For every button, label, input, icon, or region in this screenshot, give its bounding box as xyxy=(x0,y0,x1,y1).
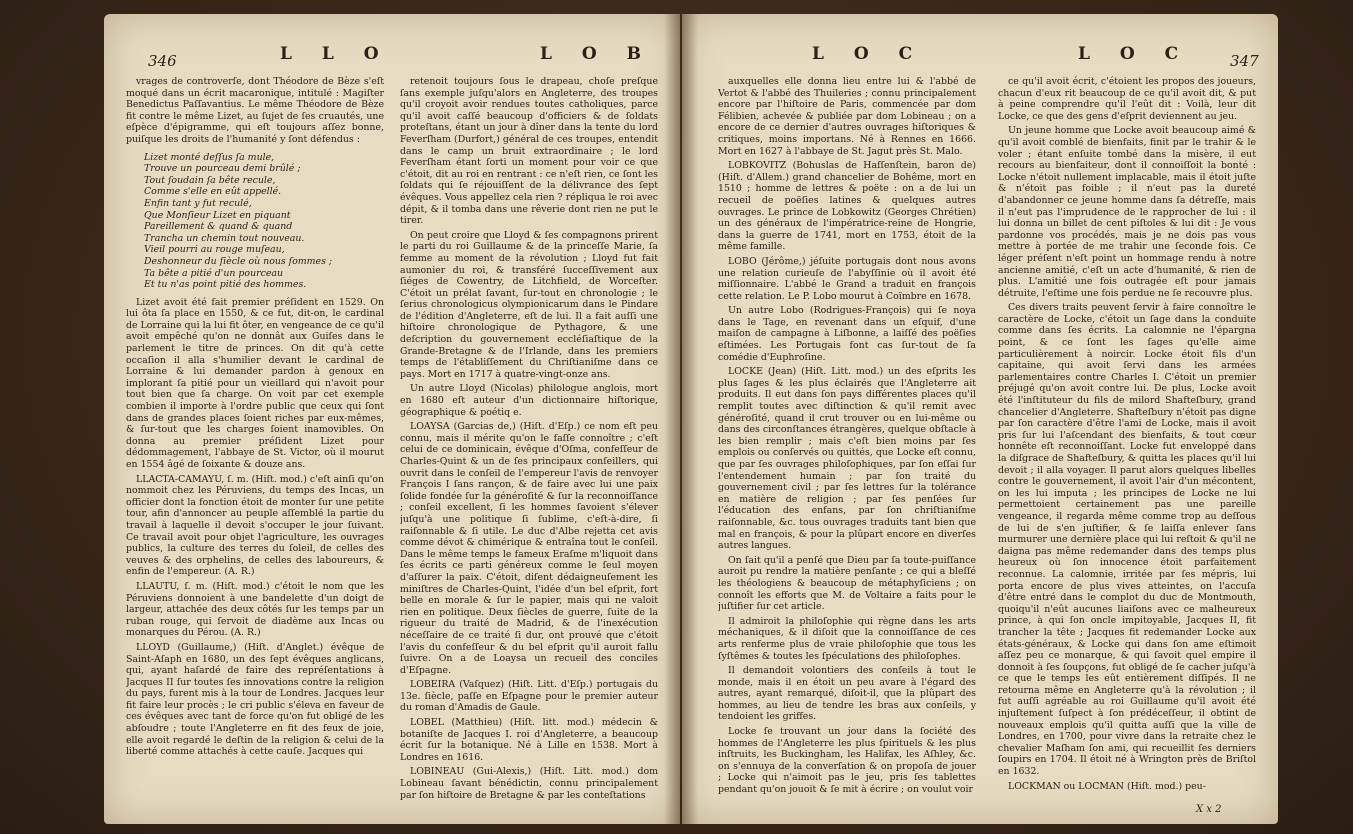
paragraph: Locke ſe trouvant un jour dans la ſociété des hommes de l'Angleterre les plus ſpirituels & les plus inſtruits, les Buckingham, les Halifax, les Aſhley, &c. on s'ennuya de la converſation & on propoſa de jouer ; Locke qui n'aimoit pas le jeu, pris ſes tablettes pendant qu'on jouoit & ſe mit à écrire ; on voulut voir xyxy=(718,726,976,796)
right-running-head-right: L O C xyxy=(1078,44,1191,64)
paragraph: Un autre Lloyd (Nicolas) philologue anglois, mort en 1680 eſt auteur d'un dictionnaire hiſtorique, géographique & poétiq e. xyxy=(400,383,658,418)
left-column-2 xyxy=(400,76,658,816)
paragraph: ce qu'il avoit écrit, c'étoient les propos des joueurs, chacun d'eux rit beaucoup de ce qu'il avoit dit, & put à peine comprendre qu'il l'eût dit : Voilà, leur dit Locke, ce que des gens d'eſprit deviennent au jeu. xyxy=(998,76,1256,122)
paragraph: LOBINEAU (Gui-Alexis,) (Hiſt. Litt. mod.) dom Lobineau ſavant bénédictin, connu principalement par ſon hiſtoire de Bretagne & par les conteſtations xyxy=(400,766,658,801)
right-column-1 xyxy=(718,76,976,816)
paragraph: LOBEIRA (Vaſquez) (Hiſt. Litt. d'Eſp.) portugais du 13e. ſiècle, paſſe en Eſpagne pour le premier auteur du roman d'Amadis de Gaule. xyxy=(400,679,658,714)
paragraph: retenoit toujours ſous le drapeau, choſe preſque ſans exemple juſqu'alors en Angleterre, des troupes qu'il croyoit avoir rendues toutes catholiques, parce qu'il avoit caſſé beaucoup d'officiers & de ſoldats proteſtans, étant un jour à dîner dans la tente du lord Feverſham (Durfort,) général de ces troupes, entendit dans le camp un bruit extraordinaire ; le lord Feverſham étant ſorti un moment pour voir ce que c'étoit, dit au roi en rentrant : ce n'eſt rien, ce ſont les ſoldats qui ſe réjouiſſent de la délivrance des ſept évêques. Vous appellez cela rien ? répliqua le roi avec dépit, & il tomba dans une rêverie dont rien ne put le tirer. xyxy=(400,76,658,227)
right-running-head-left: L O C xyxy=(812,44,925,64)
right-page-number: 347 xyxy=(1230,52,1259,70)
paragraph: vrages de controverſe, dont Théodore de Bèze s'eſt moqué dans un écrit macaronique, intitulé : Magiſter Benedictus Paſſavantius. Le même Théodore de Bèze fit contre le même Lizet, au ſujet de ſes cruautés, une eſpèce d'épigramme, qui eſt toujours aſſez bonne, puiſque les droits de l'humanité y ſont défendus : xyxy=(126,76,384,145)
paragraph: Un autre Lobo (Rodrigues-François) qui ſe noya dans le Tage, en revenant dans un eſquif, d'une maiſon de campagne à Liſbonne, a laiſſé des poëſies eſtimées. Les Portugais font cas ſur-tout de ſa comédie d'Euphroſine. xyxy=(718,305,976,363)
paragraph: LOCKE (Jean) (Hiſt. Litt. mod.) un des eſprits les plus ſages & les plus éclairés que l'Angleterre ait produits. Il eut dans ſon pays différentes places qu'il remplit toutes avec diſtinction & qu'il remit avec généroſité, quand il crut trouver ou en lui-même ou dans des circonſtances étrangères, quelque obſtacle à les bien remplir ; mais c'eſt bien moins par ſes emplois ou conſervés ou quittés, que Locke eſt connu, que par ſes ouvrages philoſophiques, par ſon eſſai ſur l'entendement humain ; par ſon traité du gouvernement civil ; par ſes lettres ſur la tolérance en matière de religion ; par ſes penſées ſur l'éducation des enfans, par ſon chriſtianiſme raiſonnable, &c. tous ouvrages traduits tant bien que mal en françois, & pour la plûpart encore en diverſes autres langues. xyxy=(718,366,976,552)
signature-mark: X x 2 xyxy=(1196,804,1222,815)
paragraph: Il admiroit la philoſophie qui règne dans les arts méchaniques, & il diſoit que la connoiſſance de ces arts renferme plus de vraie philoſophie que tous les ſyſtêmes & toutes les ſpéculations des philoſophes. xyxy=(718,615,976,662)
paragraph: LLACTA-CAMAYU, ſ. m. (Hiſt. mod.) c'eſt ainſi qu'on nommoit chez les Péruviens, du temps des Incas, un officier dont la fonction étoit de monter ſur une petite tour, afin d'annoncer au peuple aſſemblé la partie du travail à laquelle il devoit s'occuper le jour ſuivant. Ce travail avoit pour objet l'agriculture, les ouvrages publics, la culture des terres du ſoleil, de celles des veuves & des orphelins, de celles des laboureurs, & enfin de l'empereur. (A. R.) xyxy=(126,473,384,578)
paragraph: LOBEL (Matthieu) (Hiſt. litt. mod.) médecin & botaniſte de Jacques I. roi d'Angleterre, a beaucoup écrit ſur la botanique. Né à Lille en 1538. Mort à Londres en 1616. xyxy=(400,717,658,763)
paragraph: LLOYD (Guillaume,) (Hiſt. d'Anglet.) évêque de Saint-Aſaph en 1680, un des ſept évêques anglicans, qui, ayant haſardé de faire des repréſentations à Jacques II ſur toutes ſes innovations contre la religion du pays, furent mis à la tour de Londres. Jacques leur fit faire leur procès ; le cri public s'éleva en faveur de ces évêques avec tant de force qu'on fut obligé de les abſoudre ; toute l'Angleterre en fit des feux de joie, elle avoit regardé le deſtin de la religion & celui de la liberté comme attachés à cette cauſe. Jacques qui xyxy=(126,641,384,758)
paragraph: Lizet avoit été fait premier préſident en 1529. On lui ôta ſa place en 1550, & ce fut, dit-on, le cardinal de Lorraine qui la lui fit ôter, en vengeance de ce qu'il avoit empêché qu'on ne donnât aux Guiſes dans le parlement le titre de princes. On dit qu'à cette occaſion il alla s'humilier devant le cardinal de Lorraine & lui demander pardon à genoux en implorant ſa pitié pour un vieillard qui n'avoit pour tout bien que ſa charge. On voit par cet exemple combien il importe à l'ordre public que ceux qui ſont dans de grandes places ſoient riches par eux-mêmes, & ſur-tout que les charges ſoient inamovibles. On donna au premier préſident Lizet pour dédommagement, l'abbaye de St. Victor, où il mourut en 1554 âgé de ſoixante & douze ans. xyxy=(126,296,384,470)
paragraph: Il demandoit volontiers des conſeils à tout le monde, mais il en étoit un peu avare à l'égard des autres, ayant remarqué, diſoit-il, que la plûpart des hommes, au lieu de tendre les bras aux conſeils, y tendoient les griffes. xyxy=(718,665,976,723)
paragraph: LOAYSA (Garcias de,) (Hiſt. d'Eſp.) ce nom eſt peu connu, mais il mérite qu'on le faſſe connoître ; c'eſt celui de ce dominicain, évêque d'Oſma, confeſſeur de Charles-Quint & un de ſes principaux conſeillers, qui ouvrit dans le conſeil de l'empereur l'avis de renvoyer François I ſans rançon, & de faire avec lui une paix ſolide fondée ſur la généroſité & ſur la reconnoiſſance ; conſeil excellent, ſi les hommes ſavoient s'élever juſqu'à une politique ſi ſublime, c'eſt-à-dire, ſi raiſonnable & ſi utile. Le duc d'Albe rejetta cet avis comme dévot & chimérique & entraîna tout le conſeil. Dans le même temps le fameux Eraſme m'liquoit dans ſes écrits ce parti généreux comme le ſeul moyen d'aſſurer la paix. C'étoit, diſent dédaigneuſement les miniſtres de Charles-Quint, l'idée d'un bel eſprit, fort belle en morale & ſur le papier, mais qui ne valoit rien en politique. Deux ſiècles de guerre, ſuite de la rigueur du traité de Madrid, & de l'inexécution néceſſaire de ce traité ſi dur, ont prouvé que c'étoit l'avis du confeſſeur & du bel eſprit qu'il auroit fallu ſuivre. On a de Loaysa un recueil des conciles d'Eſpagne. xyxy=(400,421,658,676)
paragraph: LOBKOVITZ (Bohuslas de Haſſenſtein, baron de) (Hiſt. d'Allem.) grand chancelier de Bohême, mort en 1510 ; homme de lettres & poëte : on a de lui un recueil de poëſies latines & quelques autres ouvrages. Le prince de Lobkowitz (Georges Chrétien) un des généraux de l'impératrice-reine de Hongrie, dans la guerre de 1741, mort en 1753, étoit de la même famille. xyxy=(718,160,976,253)
left-running-head-right: L O B xyxy=(540,44,653,64)
right-page xyxy=(682,14,1278,824)
left-page-number: 346 xyxy=(148,52,177,70)
left-running-head-left: L L O xyxy=(280,44,391,64)
paragraph: On peut croire que Lloyd & ſes compagnons prirent le parti du roi Guillaume & de la princeſſe Marie, ſa femme au moment de la révolution ; Lloyd fut fait aumonier du roi, & transféré ſucceſſivement aux ſiéges de Cowentry, de Litchfield, de Worceſter. C'étoit un prélat ſavant, ſur-tout en chronologie ; le ſerius chronologicus olympionicarum dans le Pindare de l'édition d'Angleterre, eſt de lui. Il a fait auſſi une hiſtoire chronologique de Pythagore, & une deſcription du gouvernement eccléſiaſtique de la Grande-Bretagne & de l'Irlande, dans les premiers temps de l'établiſſement du Chriſtianiſme dans ce pays. Mort en 1717 à quatre-vingt-onze ans. xyxy=(400,229,658,380)
paragraph: LOCKMAN ou LOCMAN (Hiſt. mod.) peu- xyxy=(1008,780,1206,792)
paragraph: auxquelles elle donna lieu entre lui & l'abbé de Vertot & l'abbé des Thuileries ; connu principalement encore par l'hiſtoire de Paris, commencée par dom Félibien, achevée & publiée par dom Lobineau ; on a encore de ce dernier d'autres ouvrages hiſtoriques & critiques, moins importans. Né à Rennes en 1666. Mort en 1627 à l'abbaye de St. Jagut près St. Malo. xyxy=(718,76,976,157)
left-page xyxy=(104,14,680,824)
paragraph: Lizet monté deſſus ſa mule, Trouve un pourceau demi brûlé ; Tout ſoudain ſa bête recule, Comme s'elle en eût appellé. Enfin tant y fut reculé, Que Monſieur Lizet en piquant Pareillement & quand & quand Trancha un chemin tout nouveau. Vieil pourri au rouge muſeau, Deshonneur du ſiècle où nous ſommes ; Ta bête a pitié d'un pourceau Et tu n'as point pitié des hommes. xyxy=(144,151,333,291)
paragraph: On ſait qu'il a penſé que Dieu par ſa toute-puiſſance auroit pu rendre la matière penſante ; ce qui a bleſſé les théologiens & beaucoup de métaphyſiciens ; on connoît les efforts que M. de Voltaire a faits pour le juſtifier ſur cet article. xyxy=(718,554,976,613)
paragraph: Ces divers traits peuvent ſervir à faire connoître le caractère de Locke, c'étoit un ſage dans la conduite comme dans ſes écrits. La calomnie ne l'épargna point, & ce ſont les ſages qu'elle aime particulièrement à noircir. Locke étoit fils d'un capitaine, qui avoit ſervi dans les armées parlementaires contre Charles I. C'étoit un premier préjugé qu'on avoit contre lui. De plus, Locke avoit été l'inſtituteur du fils de milord Shafteſbury, grand chancelier d'Angleterre. Shafteſbury n'étoit pas digne par ſon caractère d'être l'ami de Locke, mais il avoit pris ſur lui l'aſcendant des bienfaits, & tout cœur honnête eſt reconnoiſſant. Locke fut enveloppé dans la diſgrace de Shafteſbury, & quitta les places qu'il lui devoit ; il alla voyager. Il parut alors quelques libelles contre le gouvernement, il avoit l'air d'un mécontent, on les lui imputa ; les principes de Locke ne lui permettoient certainement pas une pareille vengeance, il regarda même comme trop au deſſous de lui de s'en juſtifier, & ſe laiſſa enlever ſans murmurer une dernière place qui lui reſtoit & qu'il ne daigna pas même redemander dans des temps plus heureux où ſon innocence étoit parfaitement reconnue. La calomnie, irritée par ſes mépris, lui porta encore de plus vives atteintes, on l'accuſa d'être entré dans le complot du duc de Montmouth, quoiqu'il n'eût aucunes liaiſons avec ce malheureux prince, à qui ſon oncle impitoyable, Jacques II, fit trancher la tête ; Jacques fit redemander Locke aux états-généraux, & Locke qui dans ſon ame eſtimoit aſſez peu ce monarque, & qui ſavoit quel empire il donnoit à ſes ſoupçons, fut obligé de ſe cacher juſqu'à ce que le temps les eût entièrement diſſipés. Il ne retourna même en Angleterre qu'à la révolution ; il fut auſſi agréable au roi Guillaume qu'il avoit été injuſtement ſuſpect à ſon prédéceſſeur, il obtint de nouveaux emplois qu'il quitta auſſi que la ville de Londres, en 1700, pour vivre dans la retraite chez le chevalier Maſham ſon ami, qui recueillit ſes derniers ſoupirs en 1704. Il étoit né à Wrington près de Briſtol en 1632. xyxy=(998,302,1256,778)
paragraph: LLAUTU, ſ. m. (Hiſt. mod.) c'étoit le nom que les Péruviens donnoient à une bandelette d'un doigt de largeur, attachée des deux côtés ſur les temps par un ruban rouge, qui ſervoit de diadème aux Incas ou monarques du Pérou. (A. R.) xyxy=(126,580,384,639)
right-column-2 xyxy=(998,76,1256,816)
paragraph: Un jeune homme que Locke avoit beaucoup aimé & qu'il avoit comblé de bienfaits, finit par le trahir & le voler ; étant enſuite tombé dans la misère, il eut recours au bienfaiteur, dont il connoiſſoit la bonté : Locke n'étoit nullement implacable, mais il étoit juſte & n'étoit pas foible ; il n'eut pas la dureté d'abandonner ce jeune homme dans ſa détreſſe, mais il n'eut pas l'imprudence de le rapprocher de lui : il lui donna un billet de cent piſtoles & lui dit : Je vous pardonne vos procédés, mais je ne dois pas vous mettre à portée de me trahir une ſeconde fois. Ce léger préſent n'eſt point un hommage rendu à notre ancienne amitié, c'eſt un acte d'humanité, & rien de plus. L'amitié une fois outragée eſt pour jamais détruite, l'eſtime une fois perdue ne ſe recouvre plus. xyxy=(998,125,1256,299)
left-column-1 xyxy=(126,76,384,816)
paragraph: LOBO (Jérôme,) jéſuite portugais dont nous avons une relation curieuſe de l'abyſſinie où il avoit été miſſionnaire. L'abbé le Grand a traduit en françois cette relation. Le P. Lobo mourut à Coïmbre en 1678. xyxy=(718,255,976,302)
